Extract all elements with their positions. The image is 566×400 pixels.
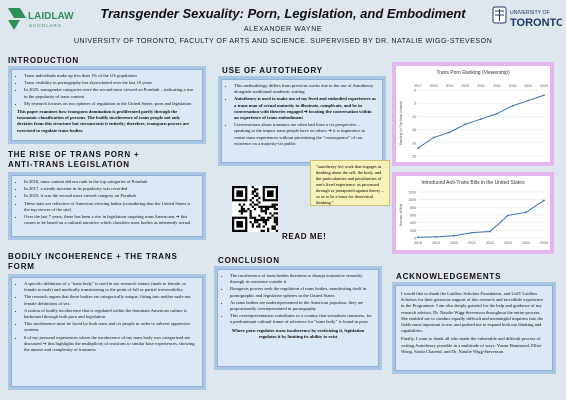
conclusion-box: [214, 266, 382, 370]
qr-module: [271, 214, 273, 216]
qr-module: [267, 217, 269, 219]
poster-title: Transgender Sexuality: Porn, Legislation, and Embodiment: [100, 6, 466, 21]
qr-module: [252, 190, 254, 192]
data-point: [543, 94, 545, 96]
laidlaw-logo-text: LAIDLAW: [28, 11, 74, 22]
qr-module: [258, 206, 260, 208]
qr-module: [258, 225, 260, 227]
laidlaw-logo-sub: SCHOLARS: [29, 23, 62, 28]
data-point: [480, 118, 482, 120]
data-point: [471, 232, 473, 234]
qr-module: [245, 210, 247, 212]
data-point: [449, 131, 451, 133]
qr-module: [269, 217, 271, 219]
rise-bullet: • These stats are reflective of American viewing habits (considering that the United States is the top viewer of the site): [24, 201, 197, 213]
acknowledgements-box: [392, 282, 556, 374]
qr-module: [263, 206, 265, 208]
qr-finder-core: [236, 190, 243, 197]
qr-module: [254, 195, 256, 197]
qr-module: [243, 204, 245, 206]
autotheory-content: [221, 79, 383, 163]
qr-module: [254, 219, 256, 221]
autotheory-bullet: • Conversations about transness are often had from a cis perspective – speaking to the impact trans people have on others ➔ it is imperative to centre trans experiences without prioritizing the "consequence" of our existence on a majority-cis public: [234, 122, 377, 147]
y-tick-label: 0: [414, 88, 416, 93]
qr-module: [254, 204, 256, 206]
qr-module: [256, 188, 258, 190]
y-tick-label: 400: [410, 221, 416, 226]
qr-module: [276, 217, 278, 219]
x-tick-label: 2022: [492, 84, 501, 88]
y-axis-label: Number of Bills: [399, 203, 403, 227]
chart-title: Introduced Anti-Trans Bills in the United States: [421, 180, 525, 186]
qr-module: [267, 208, 269, 210]
qr-module: [260, 219, 262, 221]
ack-paragraph-2: Finally, I want to thank all who made the vulnerable and difficult process of writing Autotheory possible in a multitude of ways: Yasmi Hammond, Elliot Wong, Sasha Charend, and Dr. Natalie Wigg-Stevenson.: [401, 336, 542, 354]
qr-module: [274, 225, 276, 227]
rise-heading: [8, 150, 139, 169]
qr-module: [276, 223, 278, 225]
data-point: [496, 113, 498, 115]
affiliation: UNIVERSITY OF TORONTO, FACULTY OF ARTS AND SCIENCE. SUPERVISED BY DR. NATALIE WIGG-STEVESON: [73, 36, 493, 45]
qr-module: [258, 214, 260, 216]
author: ALEXANDER WAYNE: [243, 26, 323, 33]
x-tick-label: 2018: [429, 84, 438, 88]
qr-module: [250, 212, 252, 214]
bodily-bullet: • The research argues that these bodies are categorically unique, fitting into neither male nor female definitions of sex.: [24, 294, 197, 306]
data-point: [543, 200, 545, 202]
data-point: [417, 236, 419, 238]
qr-module: [267, 228, 269, 230]
autotheory-box: [218, 76, 386, 166]
x-tick-label: 2019: [432, 241, 440, 245]
x-tick-label: 2024: [522, 241, 530, 245]
qr-module: [265, 206, 267, 208]
bodily-heading-line2: FORM: [8, 261, 35, 271]
data-point: [525, 211, 527, 213]
x-tick-label: 2025: [540, 84, 548, 88]
qr-module: [263, 219, 265, 221]
intro-bullet: • Trans individuals make up less than 1% of the US population: [24, 73, 197, 79]
bodily-bullet: • 6 of my personal experiences where the incoherence of my trans body was categorized are discussed ➔ this highlights the multiplicity of reactions to similar base experiences, showing the unease and complexity of transness: [24, 335, 197, 354]
qr-module: [241, 212, 243, 214]
acknowledgements-heading: ACKNOWLEDGEMENTS: [396, 272, 502, 281]
qr-module: [254, 188, 256, 190]
qr-module: [265, 221, 267, 223]
rise-heading-line2: ANTI-TRANS LEGISLATION: [8, 159, 130, 169]
qr-module: [256, 225, 258, 227]
qr-module: [274, 212, 276, 214]
y-tick-label: 200: [410, 228, 416, 233]
qr-module: [254, 208, 256, 210]
intro-bullet: • Trans visibility in pornography has skyrocketed over the last 10 years: [24, 80, 197, 86]
bodily-bullet: • A specific definition of a "trans body" is used in my research: binary (male to female, or female to male) and medically transitioning to the point of full or partial irreversibility.: [24, 281, 197, 293]
qr-module: [252, 206, 254, 208]
autotheory-bullet: • This methodology differs from previous works due to the use of Autotheory alongside traditional academic writing: [234, 83, 377, 95]
qr-module: [263, 210, 265, 212]
qr-module: [256, 193, 258, 195]
qr-module: [252, 201, 254, 203]
chart-trans-porn-ranking-svg: [396, 66, 550, 162]
qr-code-graphic: [232, 186, 278, 232]
qr-module: [274, 217, 276, 219]
y-tick-label: 1200: [408, 190, 416, 195]
x-tick-label: 2019: [445, 84, 454, 88]
conclusion-bullet: • As trans bodies are underrepresented in the American populous, they are proportionally overrepresented in pornography: [230, 300, 373, 312]
qr-module: [254, 221, 256, 223]
qr-module: [274, 221, 276, 223]
qr-module: [265, 223, 267, 225]
qr-module: [258, 223, 260, 225]
qr-module: [241, 208, 243, 210]
qr-module: [276, 219, 278, 221]
qr-module: [274, 219, 276, 221]
x-tick-label: 2020: [450, 241, 458, 245]
qr-module: [260, 210, 262, 212]
y-tick-label: 1000: [408, 198, 416, 203]
intro-thesis: This paper examines how transporn domination is proliferated partly through the taxonomic classification of persons. The bodily incoherence of trans people not only deviates from this structure but circumvents it entirely; therefore, transporn powers are exercised to regulate trans bodies.: [17, 108, 190, 133]
autotheory-quote: "autotheory (is) work that engages in thinking about the self, the body, and the particularities and peculiarities of one's lived experience, as processed through or juxtaposed against theory – so as to be a basis for theoretical thinking.": [310, 160, 390, 206]
qr-module: [250, 221, 252, 223]
qr-module: [241, 206, 243, 208]
intro-bullet: • My research focuses on two spheres of regulation in the United States: porn and legislation: [24, 101, 197, 107]
qr-module: [271, 204, 273, 206]
qr-module: [269, 206, 271, 208]
data-point: [417, 147, 419, 149]
rise-bullet: • In 2016, trans content did not rank in the top categories of Pornhub: [24, 179, 197, 185]
qr-module: [256, 219, 258, 221]
qr-module: [239, 210, 241, 212]
bodily-bullet: • This incoherence must be faced by both trans and cis people in order to subvert oppressive systems: [24, 321, 197, 333]
data-point: [453, 235, 455, 237]
x-tick-label: 2025: [540, 241, 548, 245]
qr-module: [252, 223, 254, 225]
rise-bullet: • In 2025, it was the second most viewed category on Pornhub: [24, 193, 197, 199]
qr-module: [243, 210, 245, 212]
data-point: [433, 137, 435, 139]
qr-module: [265, 212, 267, 214]
rise-heading-line1: THE RISE OF TRANS PORN +: [8, 150, 140, 159]
ack-paragraph-1: I would like to thank the Laidlaw Scholars Foundation, and UofT Laidlaw Scholars for their generous support of this research and incredible experience in the Programme. I am also deeply grateful for the help and guidance of my research advisor, Dr. Natalie Wigg-Stevenson throughout the entire process. She enabled me to conduct equally difficult and meaningful inquiries into the fields most important to me, and pushed me to expand both my thinking and capabilities.: [401, 291, 544, 334]
qr-module: [260, 230, 262, 232]
autotheory-bullet: • Autotheory is used to make use of my lived and embodied experiences as a trans man of sexual maturity to illustrate, complicate, and be in conversation with theories engaged ➔ locating the conversation within an experience of trans embodiment: [234, 96, 377, 121]
qr-module: [260, 208, 262, 210]
y-tick-label: 20: [412, 141, 416, 146]
qr-module: [263, 221, 265, 223]
qr-module: [276, 208, 278, 210]
qr-finder-core: [236, 221, 243, 228]
qr-module: [252, 217, 254, 219]
rise-content: [11, 175, 203, 237]
qr-module: [252, 193, 254, 195]
y-tick-label: 5: [414, 101, 416, 106]
data-point: [527, 100, 529, 102]
x-tick-label: 2023: [504, 241, 512, 245]
chart-anti-trans-bills: [392, 172, 554, 254]
chart-trans-porn-ranking: [392, 62, 554, 166]
x-tick-label: 2020: [461, 84, 470, 88]
qr-module: [267, 230, 269, 232]
conclusion-closing: Where porn regulates trans incoherence by eroticizing it, legislation regulates it by limiting its ability to exist: [231, 327, 365, 339]
data-point: [489, 231, 491, 233]
qr-module: [274, 206, 276, 208]
y-tick-label: 600: [410, 213, 416, 218]
conclusion-bullet: • The incoherence of trans bodies threatens to disrupt normative sexuality through its existence outside it: [230, 273, 373, 285]
qr-module: [263, 217, 265, 219]
x-tick-label: 2023: [508, 84, 517, 88]
qr-code[interactable]: [232, 186, 278, 232]
qr-module: [263, 230, 265, 232]
qr-module: [274, 204, 276, 206]
acknowledgements-content: [395, 285, 553, 371]
x-tick-label: 2021: [468, 241, 476, 245]
qr-module: [260, 206, 262, 208]
chart-anti-trans-bills-svg: [396, 176, 550, 250]
qr-module: [256, 195, 258, 197]
y-tick-label: 0: [414, 236, 416, 241]
autotheory-heading: USE OF AUTOTHEORY: [222, 66, 323, 75]
qr-finder-core: [267, 190, 274, 197]
data-point: [512, 105, 514, 107]
y-axis-label: Ranking (In Top Most Viewed): [399, 101, 403, 145]
bodily-content: [11, 277, 203, 387]
intro-bullet: • In 2025, transgender categories were the second most viewed on Pornhub – indicating a rise in the popularity of trans content: [24, 87, 197, 99]
qr-module: [267, 219, 269, 221]
x-tick-label: 2021: [477, 84, 485, 88]
uoft-logo-line2: TORONTO: [510, 17, 562, 29]
qr-module: [271, 206, 273, 208]
x-tick-label: 2018: [414, 241, 422, 245]
qr-module: [274, 228, 276, 230]
qr-module: [256, 204, 258, 206]
qr-module: [260, 217, 262, 219]
uoft-logo-line1: UNIVERSITY OF: [510, 10, 550, 16]
qr-module: [258, 197, 260, 199]
series-line: [418, 200, 544, 237]
qr-module: [256, 199, 258, 201]
conclusion-heading: CONCLUSION: [218, 256, 280, 265]
read-me-label: READ ME!: [282, 232, 327, 241]
bodily-heading-line1: BODILY INCOHERENCE + THE TRANS: [8, 252, 178, 261]
qr-module: [252, 225, 254, 227]
qr-module: [250, 217, 252, 219]
introduction-box: [8, 66, 206, 144]
qr-module: [276, 204, 278, 206]
conclusion-content: [217, 269, 379, 367]
qr-module: [241, 210, 243, 212]
rise-bullet: • In 2017, a steady increase in its popularity was recorded: [24, 186, 197, 192]
qr-module: [250, 214, 252, 216]
qr-module: [271, 225, 273, 227]
qr-module: [267, 206, 269, 208]
x-tick-label: 2024: [524, 84, 533, 88]
rise-box: [8, 172, 206, 240]
data-point: [507, 214, 509, 216]
qr-module: [276, 230, 278, 232]
conclusion-bullet: • This overrepresentation contributes to a country that sexualizes transness, for a predominant cultural frame of reference for "trans body" is found in porn: [230, 313, 373, 325]
rise-bullet: • Over the last 7 years, there has been a rise in legislation targeting trans Americans ➔ this comes to be based on a cultural narrative which classifies trans bodies as inherently sexual: [24, 214, 197, 226]
qr-module: [263, 225, 265, 227]
qr-module: [276, 212, 278, 214]
qr-module: [274, 208, 276, 210]
x-tick-label: 2017: [414, 84, 422, 88]
qr-module: [250, 204, 252, 206]
qr-module: [254, 217, 256, 219]
y-tick-label: 15: [412, 128, 416, 133]
qr-module: [269, 212, 271, 214]
bodily-box: [8, 274, 206, 390]
qr-module: [265, 210, 267, 212]
qr-module: [243, 208, 245, 210]
qr-module: [254, 190, 256, 192]
qr-module: [265, 219, 267, 221]
qr-module: [271, 228, 273, 230]
qr-module: [247, 208, 249, 210]
qr-module: [258, 201, 260, 203]
qr-module: [239, 204, 241, 206]
qr-module: [252, 186, 254, 188]
qr-module: [276, 221, 278, 223]
chart-title: Trans Porn Ranking (Viewership): [436, 70, 510, 76]
bodily-heading: [8, 252, 178, 271]
data-point: [435, 236, 437, 238]
y-tick-label: 800: [410, 205, 416, 210]
y-tick-label: 25: [412, 154, 416, 159]
data-point: [464, 123, 466, 125]
qr-module: [250, 199, 252, 201]
qr-module: [252, 197, 254, 199]
y-tick-label: 10: [412, 114, 416, 119]
qr-module: [256, 221, 258, 223]
bodily-bullet: • A notion of bodily incoherence that is regulated within the dominant American culture is harboured through both porn and legislation: [24, 308, 197, 320]
conclusion-bullet: • Bourgeois powers seek the regulation of trans bodies, manifesting itself in pornographic and legislative spheres in the United States: [230, 286, 373, 298]
qr-module: [258, 219, 260, 221]
qr-module: [265, 208, 267, 210]
qr-module: [250, 210, 252, 212]
introduction-content: [11, 69, 203, 141]
x-tick-label: 2022: [486, 241, 494, 245]
introduction-heading: INTRODUCTION: [8, 56, 79, 65]
